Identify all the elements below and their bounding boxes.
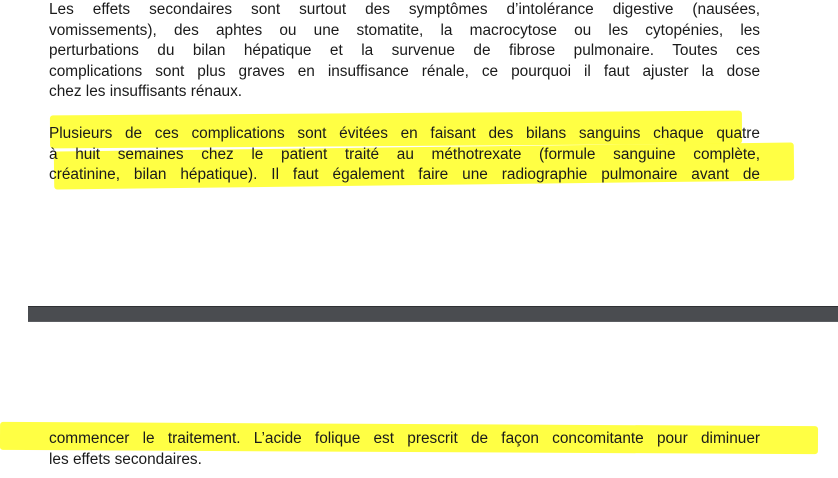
- text-line: complications sont plus graves en insuffisance rénale, ce pourquoi il faut ajuster la dose: [49, 62, 760, 80]
- page-separator: [28, 306, 838, 322]
- paragraph-side-effects: [49, 0, 760, 103]
- text-line: les effets secondaires.: [49, 450, 202, 468]
- page-gap-margin: [0, 306, 28, 322]
- text-line: Les effets secondaires sont surtout des symptômes d’intolérance digestive (nausées,: [49, 1, 760, 18]
- text-line: chez les insuffisants rénaux.: [49, 83, 243, 100]
- paragraph-folic-acid: [49, 429, 760, 470]
- paragraph-monitoring: [49, 124, 760, 186]
- text-line: vomissements), des aphtes ou une stomatite, la macrocytose ou les cytopénies, les: [49, 21, 760, 39]
- text-line: Plusieurs de ces complications sont évitées en faisant des bilans sanguins chaque quatre: [49, 125, 760, 142]
- text-line: à huit semaines chez le patient traité au méthotrexate (formule sanguine complète,: [49, 145, 760, 163]
- text-line: créatinine, bilan hépatique). Il faut également faire une radiographie pulmonaire avant de: [49, 166, 760, 183]
- text-line: perturbations du bilan hépatique et la survenue de fibrose pulmonaire. Toutes ces: [49, 42, 760, 59]
- text-line: commencer le traitement. L’acide folique est prescrit de façon concomitante pour diminuer: [49, 430, 760, 447]
